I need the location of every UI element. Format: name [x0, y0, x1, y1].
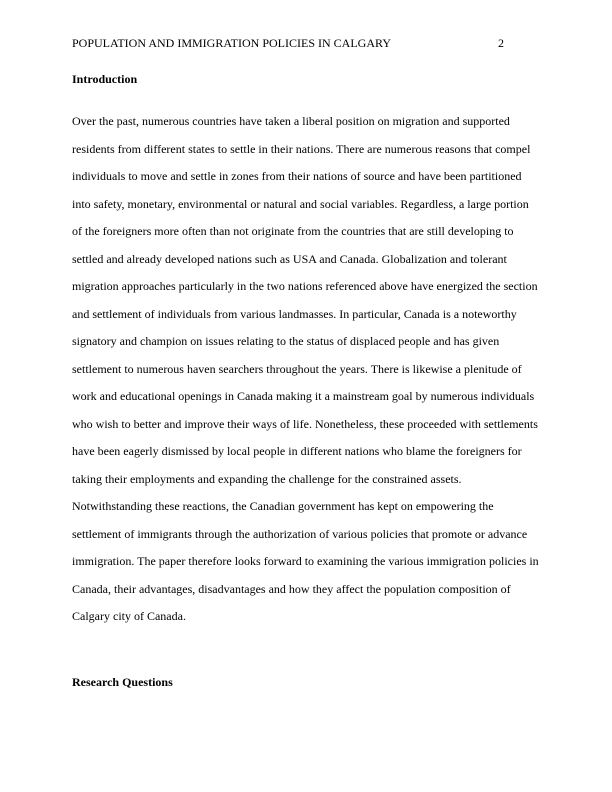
paragraph-line: of the foreigners more often than not originate from the countries that are still developing to	[72, 224, 514, 238]
page-number: 2	[498, 36, 504, 50]
paragraph-line: Over the past, numerous countries have taken a liberal position on migration and supported	[72, 114, 510, 128]
paragraph-line: have been eagerly dismissed by local people in different nations who blame the foreigners for	[72, 444, 522, 458]
paragraph-line: residents from different states to settle in their nations. There are numerous reasons that compel	[72, 141, 531, 156]
paragraph-line: work and educational openings in Canada making it a mainstream goal by numerous individuals	[72, 389, 535, 403]
paragraph-line: settlement of immigrants through the authorization of various policies that promote or advance	[72, 526, 528, 541]
paragraph-line: and settlement of individuals from various landmasses. In particular, Canada is a noteworthy	[72, 306, 517, 321]
research-questions-heading: Research Questions	[72, 675, 173, 689]
paragraph-line: individuals to move and settle in zones from their nations of source and have been partitioned	[72, 169, 522, 183]
paragraph-line: Notwithstanding these reactions, the Canadian government has kept on empowering the	[72, 499, 494, 513]
running-head: POPULATION AND IMMIGRATION POLICIES IN CALGARY	[72, 36, 392, 50]
paragraph-line: migration approaches particularly in the two nations referenced above have energized the section	[72, 279, 538, 293]
paragraph-line: who wish to better and improve their ways of life. Nonetheless, these proceeded with settlements	[72, 416, 538, 431]
paragraph-line: immigration. The paper therefore looks forward to examining the various immigration policies in	[72, 554, 539, 568]
introduction-paragraph	[72, 108, 552, 631]
paragraph-line: taking their employments and expanding the challenge for the constrained assets.	[72, 471, 462, 486]
paragraph-line: Canada, their advantages, disadvantages and how they affect the population composition of	[72, 581, 511, 596]
paragraph-line: settlement to numerous haven searchers throughout the years. There is likewise a plenitude of	[72, 361, 522, 376]
paragraph-line: signatory and champion on issues relating to the status of displaced people and has given	[72, 334, 500, 348]
introduction-heading: Introduction	[72, 72, 138, 86]
paragraph-line: settled and already developed nations such as USA and Canada. Globalization and tolerant	[72, 251, 507, 266]
paragraph-line: Calgary city of Canada.	[72, 609, 186, 623]
paragraph-line: into safety, monetary, environmental or natural and social variables. Regardless, a large portion	[72, 196, 529, 211]
